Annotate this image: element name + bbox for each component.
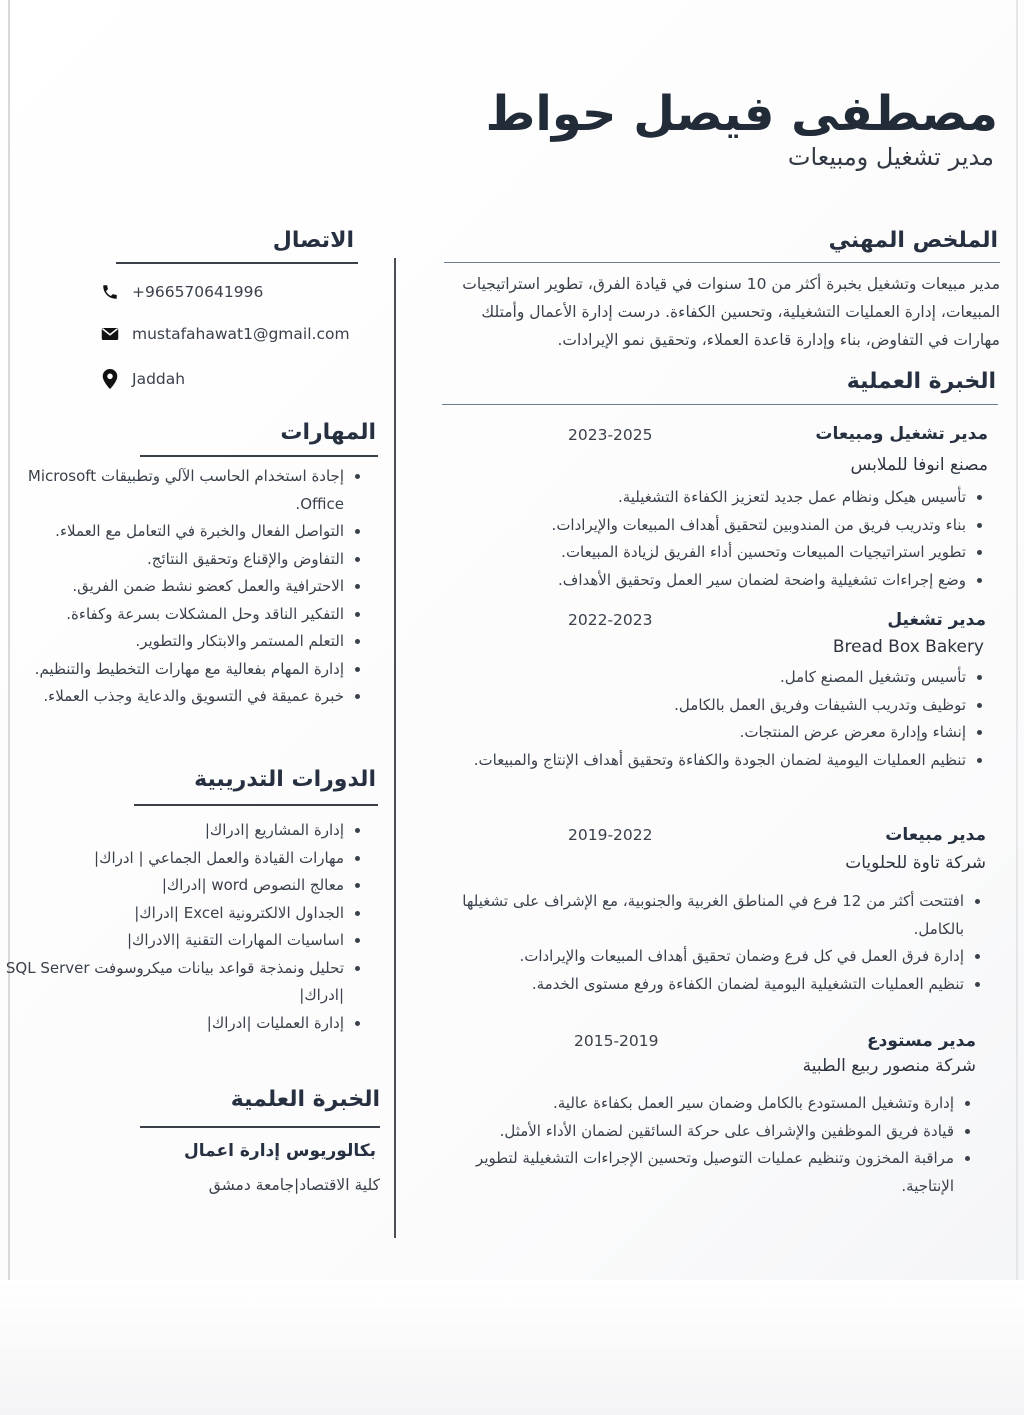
- column-divider: [394, 258, 396, 1238]
- job-company: مصنع انوفا للملابس: [850, 455, 988, 475]
- list-item: • إدارة فرق العمل في كل فرع وضمان تحقيق أهداف المبيعات والإيرادات.: [444, 943, 964, 971]
- list-item: • توظيف وتدريب الشيفات وفريق العمل بالكامل.: [446, 692, 966, 720]
- phone-icon: [100, 282, 120, 302]
- list-item: • قيادة فريق الموظفين والإشراف على حركة السائقين لضمان الأداء الأمثل.: [424, 1118, 954, 1146]
- skills-rule: [140, 455, 378, 457]
- location-text: Jaddah: [132, 370, 186, 388]
- education-title: الخبرة العلمية: [230, 1087, 380, 1112]
- education-rule: [140, 1126, 380, 1128]
- job-dates: 2019-2022: [568, 826, 653, 844]
- contact-title: الاتصال: [272, 228, 354, 253]
- courses-title: الدورات التدريبية: [194, 767, 376, 792]
- list-item: • تطوير استراتيجيات المبيعات وتحسين أداء الفريق لزيادة المبيعات.: [446, 539, 966, 567]
- job-bullets: [444, 888, 988, 998]
- list-item: • التفاوض والإقناع وتحقيق النتائج.: [2, 546, 344, 574]
- contact-phone[interactable]: [100, 280, 263, 304]
- summary-title: الملخص المهني: [828, 228, 998, 253]
- skills-title: المهارات: [280, 420, 376, 445]
- list-item: • افتتحت أكثر من 12 فرع في المناطق الغربية والجنوبية، مع الإشراف على تشغيلها بالكامل.: [444, 888, 964, 943]
- list-item: • تأسيس وتشغيل المصنع كامل.: [446, 664, 966, 692]
- skills-list: [2, 463, 368, 711]
- person-job-title: مدير تشغيل ومبيعات: [787, 143, 994, 171]
- list-item: • معالج النصوص word |ادراك|: [4, 872, 344, 900]
- job-bullets: [446, 484, 990, 594]
- list-item: • اساسيات المهارات التقنية |الادراك|: [4, 927, 344, 955]
- summary-text: مدير مبيعات وتشغيل بخبرة أكثر من 10 سنوات في قيادة الفرق، تطوير استراتيجيات المبيعات، إدارة العمليات التشغيلية، وتحسين الكفاءة. درست إدارة الأعمال وأمتلك مهارات في التفاوض، بناء وإدارة قاعدة العملاء، وتحقيق نمو الإيرادات.: [462, 275, 1000, 349]
- job-title: مدير مبيعات: [885, 825, 986, 845]
- list-item: • تنظيم العمليات التشغيلية اليومية لضمان الكفاءة ورفع مستوى الخدمة.: [444, 971, 964, 999]
- job-dates: 2015-2019: [574, 1032, 659, 1050]
- contact-email[interactable]: [100, 322, 350, 346]
- list-item: • إدارة المهام بفعالية مع مهارات التخطيط والتنظيم.: [2, 656, 344, 684]
- job-title: مدير تشغيل: [887, 610, 986, 630]
- list-item: • مراقبة المخزون وتنظيم عمليات التوصيل وتحسين الإجراءات التشغيلية لتطوير الإنتاجية.: [424, 1145, 954, 1200]
- job-dates: 2023-2025: [568, 426, 653, 444]
- list-item: • خبرة عميقة في التسويق والدعاية وجذب العملاء.: [2, 683, 344, 711]
- list-item: • إدارة وتشغيل المستودع بالكامل وضمان سير العمل بكفاءة عالية.: [424, 1090, 954, 1118]
- job-bullets: [424, 1090, 978, 1200]
- list-item: • تنظيم العمليات اليومية لضمان الجودة والكفاءة وتحقيق أهداف الإنتاج والمبيعات.: [446, 747, 966, 775]
- job-bullets: [446, 664, 990, 774]
- list-item: • إجادة استخدام الحاسب الآلي وتطبيقات Microsoft Office.: [2, 463, 344, 518]
- page-edge-right: [1016, 0, 1018, 1415]
- job-title: مدير تشغيل ومبيعات: [815, 424, 988, 444]
- list-item: • الجداول الالكترونية Excel |ادراك|: [4, 900, 344, 928]
- list-item: • بناء وتدريب فريق من المندوبين لتحقيق أهداف المبيعات والإيرادات.: [446, 512, 966, 540]
- list-item: • التواصل الفعال والخبرة في التعامل مع العملاء.: [2, 518, 344, 546]
- job-company: شركة تاوة للحلويات: [845, 853, 986, 873]
- page-bottom-shadow: [0, 1280, 1024, 1415]
- job-dates: 2022-2023: [568, 611, 653, 629]
- contact-location: [100, 367, 185, 391]
- list-item: • إدارة المشاريع |ادراك|: [4, 817, 344, 845]
- job-company: شركة منصور ربيع الطبية: [802, 1056, 976, 1076]
- location-pin-icon: [100, 369, 120, 389]
- list-item: • تأسيس هيكل ونظام عمل جديد لتعزيز الكفاءة التشغيلية.: [446, 484, 966, 512]
- contact-rule: [116, 262, 358, 264]
- list-item: • إنشاء وإدارة معرض عرض المنتجات.: [446, 719, 966, 747]
- degree-title: بكالوريوس إدارة اعمال: [184, 1141, 376, 1161]
- list-item: • وضع إجراءات تشغيلية واضحة لضمان سير العمل وتحقيق الأهداف.: [446, 567, 966, 595]
- person-name: مصطفى فيصل حواط: [485, 86, 998, 142]
- summary-rule: [444, 262, 1000, 263]
- courses-rule: [134, 804, 378, 806]
- list-item: • تحليل ونمذجة قواعد بيانات ميكروسوفت SQL Server |ادراك|: [4, 955, 344, 1010]
- mail-icon: [100, 324, 120, 344]
- experience-title: الخبرة العملية: [846, 369, 996, 394]
- list-item: • مهارات القيادة والعمل الجماعي | ادراك|: [4, 845, 344, 873]
- job-title: مدير مستودع: [867, 1031, 976, 1051]
- list-item: • التفكير الناقد وحل المشكلات بسرعة وكفاءة.: [2, 601, 344, 629]
- experience-rule: [442, 404, 998, 405]
- phone-number: +966570641996: [132, 283, 264, 301]
- school-name: كلية الاقتصاد|جامعة دمشق: [208, 1176, 380, 1194]
- job-company: Bread Box Bakery: [832, 637, 984, 657]
- courses-list: [4, 817, 368, 1037]
- list-item: • إدارة العمليات |ادراك|: [4, 1010, 344, 1038]
- email-address: mustafahawat1@gmail.com: [132, 325, 350, 343]
- list-item: • التعلم المستمر والابتكار والتطوير.: [2, 628, 344, 656]
- list-item: • الاحترافية والعمل كعضو نشط ضمن الفريق.: [2, 573, 344, 601]
